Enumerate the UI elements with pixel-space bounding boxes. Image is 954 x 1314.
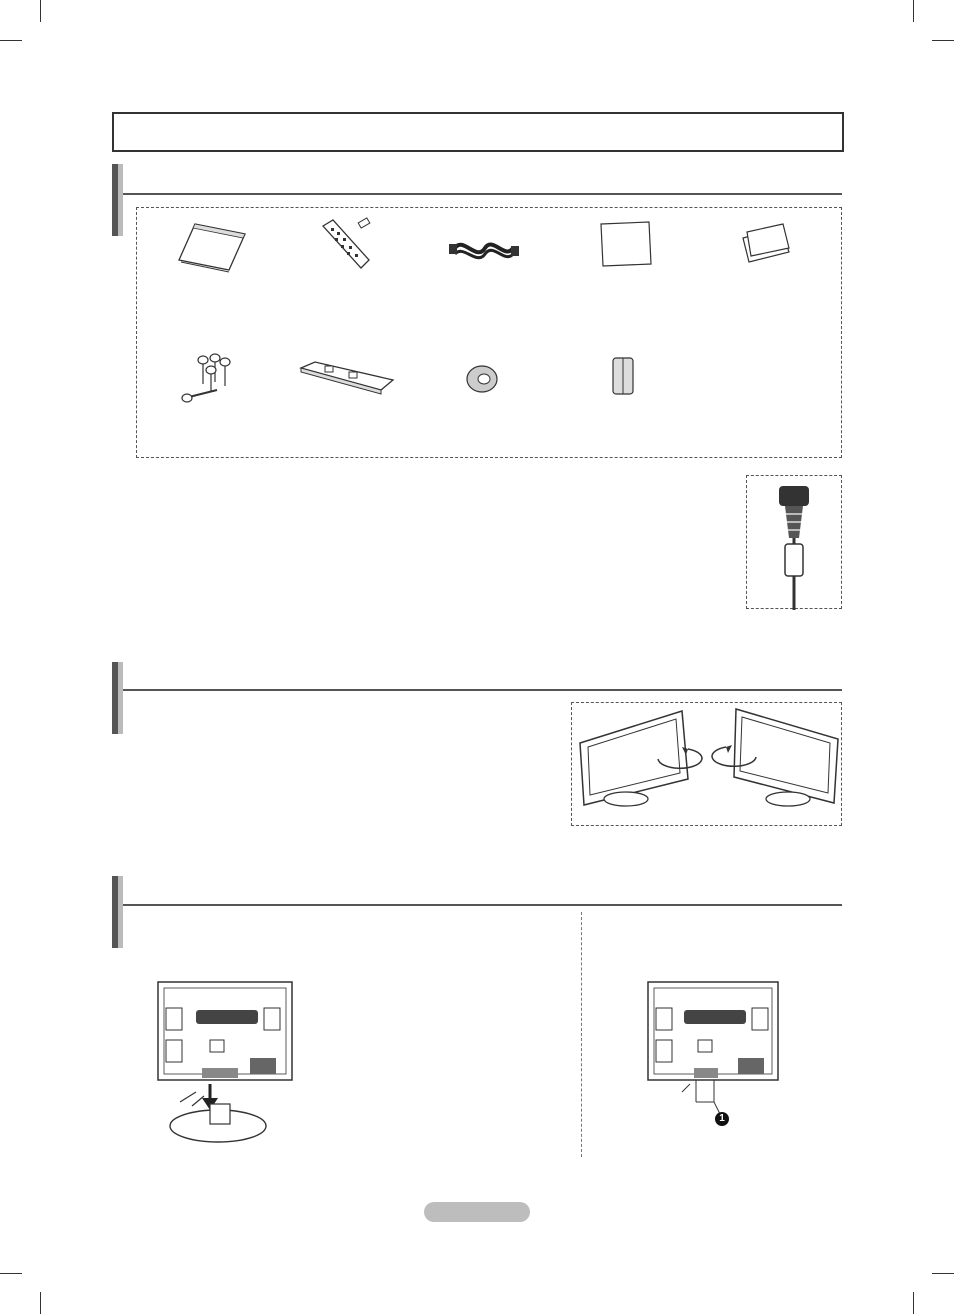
callout-number-badge (715, 1112, 729, 1126)
power-plug-with-core-icon (767, 482, 823, 610)
manual-icon (177, 222, 247, 272)
stand-base-icon (297, 358, 397, 398)
column-divider (581, 912, 582, 1157)
ferrite-core-icon (609, 354, 637, 398)
crop-mark (0, 40, 22, 41)
swivel-illustration (571, 702, 842, 826)
section-marker-shade (118, 164, 123, 236)
section-rule (123, 193, 842, 195)
crop-mark (913, 1292, 914, 1314)
ferrite-core-illustration (746, 475, 842, 609)
tv-back-stand-attach-icon (154, 980, 298, 1146)
page-number-pill (424, 1202, 530, 1222)
crop-mark (932, 1273, 954, 1274)
warranty-card-icon (741, 222, 791, 264)
section-rule (123, 689, 842, 691)
crop-mark (913, 0, 914, 22)
crop-mark (932, 40, 954, 41)
section-rule (123, 904, 842, 906)
power-cord-icon (449, 234, 519, 268)
crop-mark (40, 1292, 41, 1314)
tv-swivel-right-icon (712, 707, 838, 811)
screws-icon (177, 352, 241, 410)
section-marker-shade (118, 876, 123, 948)
crop-mark (40, 0, 41, 22)
section-marker-shade (118, 662, 123, 734)
cleaning-cloth-icon (597, 220, 653, 268)
ferrite-ring-icon (465, 364, 499, 394)
tv-swivel-left-icon (578, 709, 698, 813)
page-title-box (112, 112, 844, 152)
remote-control-icon (317, 216, 377, 272)
callout-number: 1 (719, 1113, 725, 1124)
crop-mark (0, 1273, 22, 1274)
accessories-panel (136, 207, 842, 458)
tv-back-guide-stand-icon (644, 980, 784, 1130)
